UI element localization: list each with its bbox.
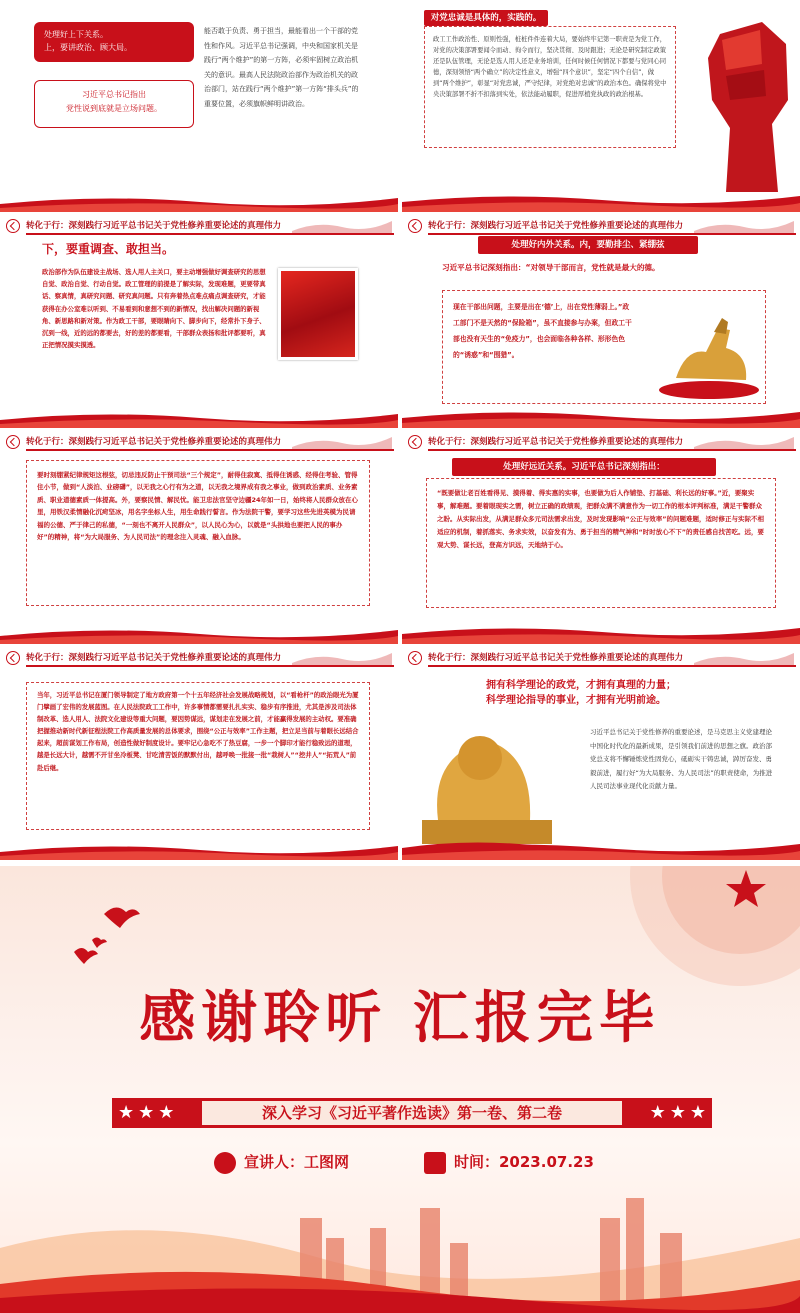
slide3-heading: 下，要重调查、敢担当。 (42, 242, 175, 256)
red-wave-decoration (402, 190, 800, 212)
slide5-text-box (26, 460, 370, 606)
flying-doves-icon (64, 902, 154, 974)
slide7-body: 当年，习近平总书记在厦门领导制定了地方政府第一个十五年经济社会发展战略规划，以“看枪杆”的政治眼光为厦门擘画了宏伟的发展蓝图。在人民法院政工工作中，许多事情都需要扎扎实实、稳步有序推进，尤其是涉及司法体制改革、选人用人、法院文化建设等重大问题，要因势谋远，谋划走在发展之前，才能赢得发展的主动权。要准确把握推动新时代新征程法院工作高质量发展的总体要求，围绕“公正与效率”工作主题，把立足当前与着眼长远结合起来，超前谋划工作布局，创造性做好制度设计。要牢记心急吃不了热豆腐，一步一个脚印才能行稳致远的道理，越是长远大计，越需不开甘坐冷板凳、甘吃清苦饭的默默付出，越呼唤一批接一批“栽树人”“挖井人”“拓荒人”前赴后继。 (37, 691, 359, 772)
red-silk-image (278, 268, 358, 360)
outline-box-line-1: 习近平总书记指出 (82, 90, 146, 99)
slide-6 (402, 432, 800, 644)
subtitle-text: 深入学习《习近平著作选读》第一卷、第二卷 (202, 1101, 622, 1125)
slide2-text-box (424, 26, 676, 148)
slide-5 (0, 432, 398, 644)
back-arrow-icon[interactable] (6, 219, 20, 233)
back-arrow-icon[interactable] (6, 651, 20, 665)
red-wave-decoration (402, 406, 800, 428)
calendar-icon (424, 1152, 446, 1174)
golden-horse-statue-image (656, 308, 762, 400)
slide-7 (0, 648, 398, 860)
section-header (402, 216, 800, 236)
red-box-line-2: 上，要讲政治、顾大局。 (44, 43, 132, 52)
slide-2 (402, 0, 800, 212)
slide-8 (402, 648, 800, 860)
slide-1 (0, 0, 398, 212)
slide-3 (0, 216, 398, 428)
section-header (0, 432, 398, 452)
red-wave-decoration (402, 838, 800, 860)
date-row (424, 1151, 594, 1174)
section-header-title: 转化于行：深刻践行习近平总书记关于党性修养重要论述的真理伟力 (26, 221, 282, 231)
section-header-title: 转化于行：深刻践行习近平总书记关于党性修养重要论述的真理伟力 (428, 221, 684, 231)
red-wave-decoration (0, 190, 398, 212)
great-wall-icon (292, 217, 392, 233)
section-header-title: 转化于行：深刻践行习近平总书记关于党性修养重要论述的真理伟力 (428, 653, 684, 663)
slide6-title: 处理好远近关系。习近平总书记深刻指出： (452, 458, 716, 476)
back-arrow-icon[interactable] (408, 651, 422, 665)
red-callout-box (34, 22, 194, 62)
person-icon (214, 1152, 236, 1174)
back-arrow-icon[interactable] (408, 435, 422, 449)
slide1-body: 能否敢于负责、勇于担当，最能看出一个干部的党性和作风。习近平总书记强调，中央和国家机关是践行“两个维护”的第一方阵，必须牢固树立政治机关的意识。最高人民法院政治部作为政治机关的政治部门，站在践行“两个维护”第一方阵“排头兵”的重要位置，必须旗帜鲜明讲政治。 (204, 27, 359, 108)
outline-box-line-2: 党性说到底就是立场问题。 (66, 104, 162, 113)
slide7-text-box (26, 682, 370, 830)
great-wall-icon (292, 649, 392, 665)
slide2-body: 政工工作政治性、原则性强，桩桩件件连着大局，要始终牢记第一职责是为党工作，对党的决策部署要闻令而动、徇令而行，坚决贯彻、及时跟进；无论是研究制定政策还是队伍管理，无论是选人用人还是业务培训，任何时候任何情况下都要与党同心同德，深刻领悟“两个确立”的决定性意义，增强“四个意识”，坚定“四个自信”，做到“两个维护”，彰显“对党忠诚，严守纪律，对党绝对忠诚”的政治本色。确保将党中央决策部署不折不扣落到实处，依法能动履职，促进厚植党执政的政治根基。 (433, 36, 667, 98)
slide8-slogan (486, 678, 676, 708)
star-icons-left: ★★★ (118, 1102, 179, 1123)
red-wave-decoration (402, 622, 800, 644)
slide8-body: 习近平总书记关于党性修养的重要论述，是马克思主义党建理论中国化时代化的最新成果，是引领我们前进的思想之旗。政治部党总支将不懈锤炼党性固党心，砥砺实干铸忠诚，踔厉奋发、勇毅前进，履行好“为大局服务、为人民司法”的职责使命，为推进人民司法事业现代化贡献力量。 (590, 728, 773, 790)
red-box-line-1: 处理好上下关系。 (44, 30, 108, 39)
great-wall-icon (694, 433, 794, 449)
slide4-title: 处理好内外关系。内，要勤排尘、紧绷弦 (478, 236, 698, 254)
header-divider (26, 665, 394, 667)
red-wave-decoration (0, 406, 398, 428)
closing-slide (0, 866, 800, 1313)
slide6-text-box (426, 478, 776, 608)
slide4-body: 现在干部出问题，主要是出在‘德’上，出在党性薄弱上。”政工部门不是天然的“保险箱”，虽不直接参与办案，但政工干部也没有天生的“免疫力”，也会面临各种各样、形形色色的“诱惑”和“围猎”。 (453, 303, 632, 359)
slide3-body: 政治部作为队伍建设主战场、选人用人主关口，要主动增强做好调查研究的思想自觉、政治自觉、行动自觉。政工管理的前提是了解实际，发现难题，更要带真话、察真情，真研究问题、研究真问题。只有奔着热点难点痛点调查研究，才能获得在办公室难以听到、不易看到和意想不到的新情况，找出解决问题的新视角、新思路和新对策。作为政工干部，要眼睛向下、脚步向下，经常扑下身子、沉到一线，近的远的都要去，好的差的都要看，干部群众表扬和批评都要听，真正把情况摸实摸透。 (42, 268, 266, 350)
slide4-quote: 习近平总书记深刻指出：“对领导干部而言，党性就是最大的德。 (442, 263, 660, 272)
thanks-title: 感谢聆听 汇报完毕 (139, 985, 661, 1051)
header-divider (428, 449, 796, 451)
great-wall-icon (694, 217, 794, 233)
slogan-line-2: 科学理论指导的事业，才拥有光明前途。 (486, 695, 666, 706)
date-text: 时间：2023.07.23 (454, 1153, 594, 1171)
speaker-text: 宣讲人：工图网 (244, 1153, 350, 1171)
header-divider (428, 233, 796, 235)
slogan-line-1: 拥有科学理论的政党，才拥有真理的力量； (486, 680, 676, 691)
slide-4 (402, 216, 800, 428)
star-icons-right: ★★★ (649, 1102, 710, 1123)
section-header (402, 432, 800, 452)
slide6-body: “既要做让老百姓看得见、摸得着、得实惠的实事，也要做为后人作铺垫、打基础、利长远的好事。”近，要聚实事，解难题。要着眼现实之需，树立正确的政绩观，把群众满不满意作为一切工作的根本评判标准，满足干警群众之盼。从实际出发，从满足群众多元司法需求出发，及时发现影响“公正与效率”的问题难题，适时修正与实际不相适应的机制，着抓落实、务求实效，以奋发有为、勇于担当的精气神和“时时放心不下”的责任感自找苦吃。远，要观大势、谋长远，登高方识远，天地纳于心。 (437, 489, 765, 550)
header-divider (26, 449, 394, 451)
great-wall-icon (694, 649, 794, 665)
red-wave-decoration (0, 838, 398, 860)
speaker-row (214, 1151, 349, 1174)
header-divider (428, 665, 796, 667)
back-arrow-icon[interactable] (6, 435, 20, 449)
section-header (0, 648, 398, 668)
subtitle-banner (112, 1098, 712, 1128)
city-skyline-decoration (0, 1188, 800, 1313)
header-divider (26, 233, 394, 235)
section-header (402, 648, 800, 668)
section-header-title: 转化于行：深刻践行习近平总书记关于党性修养重要论述的真理伟力 (26, 653, 282, 663)
great-wall-icon (292, 433, 392, 449)
section-header-title: 转化于行：深刻践行习近平总书记关于党性修养重要论述的真理伟力 (26, 437, 282, 447)
red-wave-decoration (0, 622, 398, 644)
section-header-title: 转化于行：深刻践行习近平总书记关于党性修养重要论述的真理伟力 (428, 437, 684, 447)
slide2-title: 对党忠诚是具体的，实践的。 (424, 10, 548, 26)
outline-callout-box (34, 80, 194, 128)
back-arrow-icon[interactable] (408, 219, 422, 233)
raised-fist-icon (692, 4, 796, 194)
slide5-body: 要时刻绷紧纪律规矩这根弦，切忌违反防止干预司法“三个规定”，耐得住寂寞、抵得住诱惑、经得住考验、管得住小节，做到“人淡泊、业磅礴”，以无我之心行有为之道，以无我之境界成有我之事业，做到政治素质、业务素质、职业道德素质一体提高。外，要察民情、解民忧。能卫忠法官坚守边疆24年如一日，始终将人民群众放在心里，用铁汉柔情融化沉疴坚冰，用名字坐标人生，用生命践行誓言。作为法院干警，要学习这些先进英模为民请福的公德、严于律己的私德，“一刻也不离开人民群众”，以人民心为心，以就是“头拱地也要把人民的事办好”的精神，将“为大局服务、为人民司法”的理念注入灵魂、融入血脉。 (37, 471, 359, 542)
section-header (0, 216, 398, 236)
